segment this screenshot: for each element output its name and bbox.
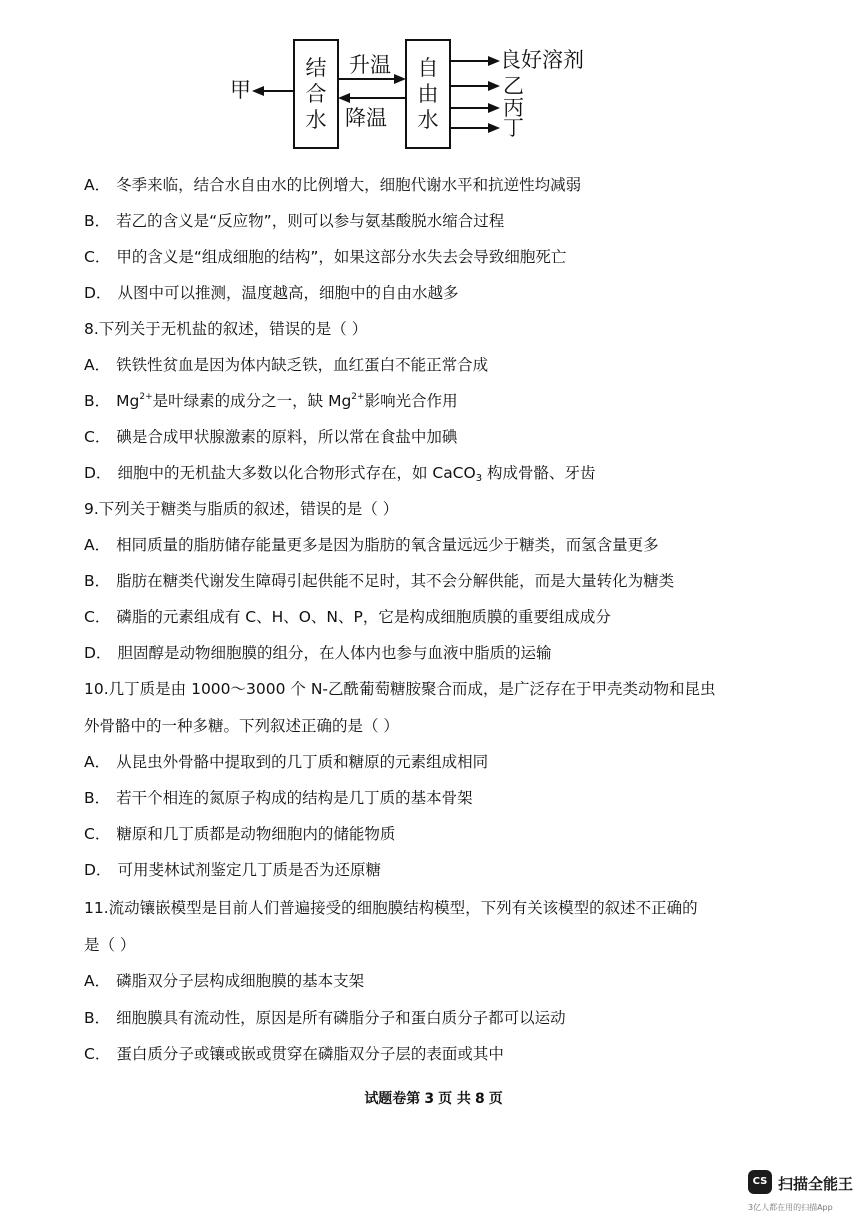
label-jia: 甲 <box>230 78 251 102</box>
q10-option-c: C． 糖原和几丁质都是动物细胞内的储能物质 <box>84 825 396 843</box>
label-bound-water: 结 合 水 <box>305 56 327 132</box>
q7-option-d: D． 从图中可以推测，温度越高，细胞中的自由水越多 <box>84 284 459 302</box>
arrowhead-cool <box>338 93 350 103</box>
q7-option-b: B． 若乙的含义是“反应物”，则可以参与氨基酸脱水缩合过程 <box>84 212 505 230</box>
q10-stem-line2: 外骨骼中的一种多糖。下列叙述正确的是（ ） <box>84 717 399 735</box>
label-bing: 丙 <box>503 96 524 120</box>
watermark-tagline: 3亿人都在用的扫描App <box>748 1203 833 1212</box>
q8-option-b: B． $Mg^{2+}$是叶绿素的成分之一，缺 $Mg^{2+}$影响光合作用 <box>84 392 458 410</box>
page-footer: 试题卷第 3 页 共 8 页 <box>364 1091 503 1107</box>
q9-option-c: C． 磷脂的元素组成有 C、H、O、N、P，它是构成细胞质膜的重要组成成分 <box>84 608 611 626</box>
label-ding: 丁 <box>503 116 524 140</box>
q11-option-c: C． 蛋白质分子或镶或嵌或贯穿在磷脂双分子层的表面或其中 <box>84 1045 504 1063</box>
q11-option-a: A． 磷脂双分子层构成细胞膜的基本支架 <box>84 972 365 990</box>
q9-option-b: B． 脂肪在糖类代谢发生障碍引起供能不足时，其不会分解供能，而是大量转化为糖类 <box>84 572 675 590</box>
current-page: 3 <box>424 1091 435 1107</box>
label-free-water: 自 由 水 <box>417 56 439 132</box>
q7-option-c: C． 甲的含义是“组成细胞的结构”，如果这部分水失去会导致细胞死亡 <box>84 248 567 266</box>
q9-stem: 9.下列关于糖类与脂质的叙述，错误的是（ ） <box>84 500 399 518</box>
water-diagram <box>0 0 867 160</box>
q11-stem-line1: 11.流动镶嵌模型是目前人们普遍接受的细胞膜结构模型，下列有关该模型的叙述不正确的 <box>84 899 698 917</box>
label-solvent: 良好溶剂 <box>500 48 584 72</box>
q9-option-a: A． 相同质量的脂肪储存能量更多是因为脂肪的氧含量远远少于糖类，而氢含量更多 <box>84 536 659 554</box>
camscanner-logo-icon: CS <box>748 1170 772 1194</box>
q10-option-a: A． 从昆虫外骨骼中提取到的几丁质和糖原的元素组成相同 <box>84 753 489 771</box>
q11-option-b: B． 细胞膜具有流动性，原因是所有磷脂分子和蛋白质分子都可以运动 <box>84 1009 566 1027</box>
q11-stem-line2: 是（ ） <box>84 936 136 954</box>
arrowhead-jia <box>252 86 264 96</box>
total-pages: 8 <box>474 1091 485 1107</box>
q8-option-c: C． 碘是合成甲状腺激素的原料，所以常在食盐中加碘 <box>84 428 458 446</box>
q9-option-d: D． 胆固醇是动物细胞膜的组分，在人体内也参与血液中脂质的运输 <box>84 644 552 662</box>
q10-stem-line1: 10.几丁质是由 1000～3000 个 N-乙酰葡萄糖胺聚合而成，是广泛存在于甲壳类动物和昆虫 <box>84 680 716 698</box>
watermark-name: 扫描全能王 <box>778 1175 854 1193</box>
arrowhead-heat <box>394 74 406 84</box>
q8-option-d: D． 细胞中的无机盐大多数以化合物形式存在，如 CaCO$_3$ 构成骨骼、牙齿 <box>84 464 596 484</box>
label-yi: 乙 <box>503 74 524 98</box>
label-cool: 降温 <box>345 106 387 130</box>
label-heat: 升温 <box>349 53 391 77</box>
scanner-watermark <box>748 1170 860 1218</box>
q8-option-a: A． 铁铁性贫血是因为体内缺乏铁，血红蛋白不能正常合成 <box>84 356 489 374</box>
q7-option-a: A． 冬季来临，结合水自由水的比例增大，细胞代谢水平和抗逆性均减弱 <box>84 176 582 194</box>
q10-option-b: B． 若干个相连的氮原子构成的结构是几丁质的基本骨架 <box>84 789 473 807</box>
q10-option-d: D． 可用斐林试剂鉴定几丁质是否为还原糖 <box>84 861 381 879</box>
q8-stem: 8.下列关于无机盐的叙述，错误的是（ ） <box>84 320 368 338</box>
